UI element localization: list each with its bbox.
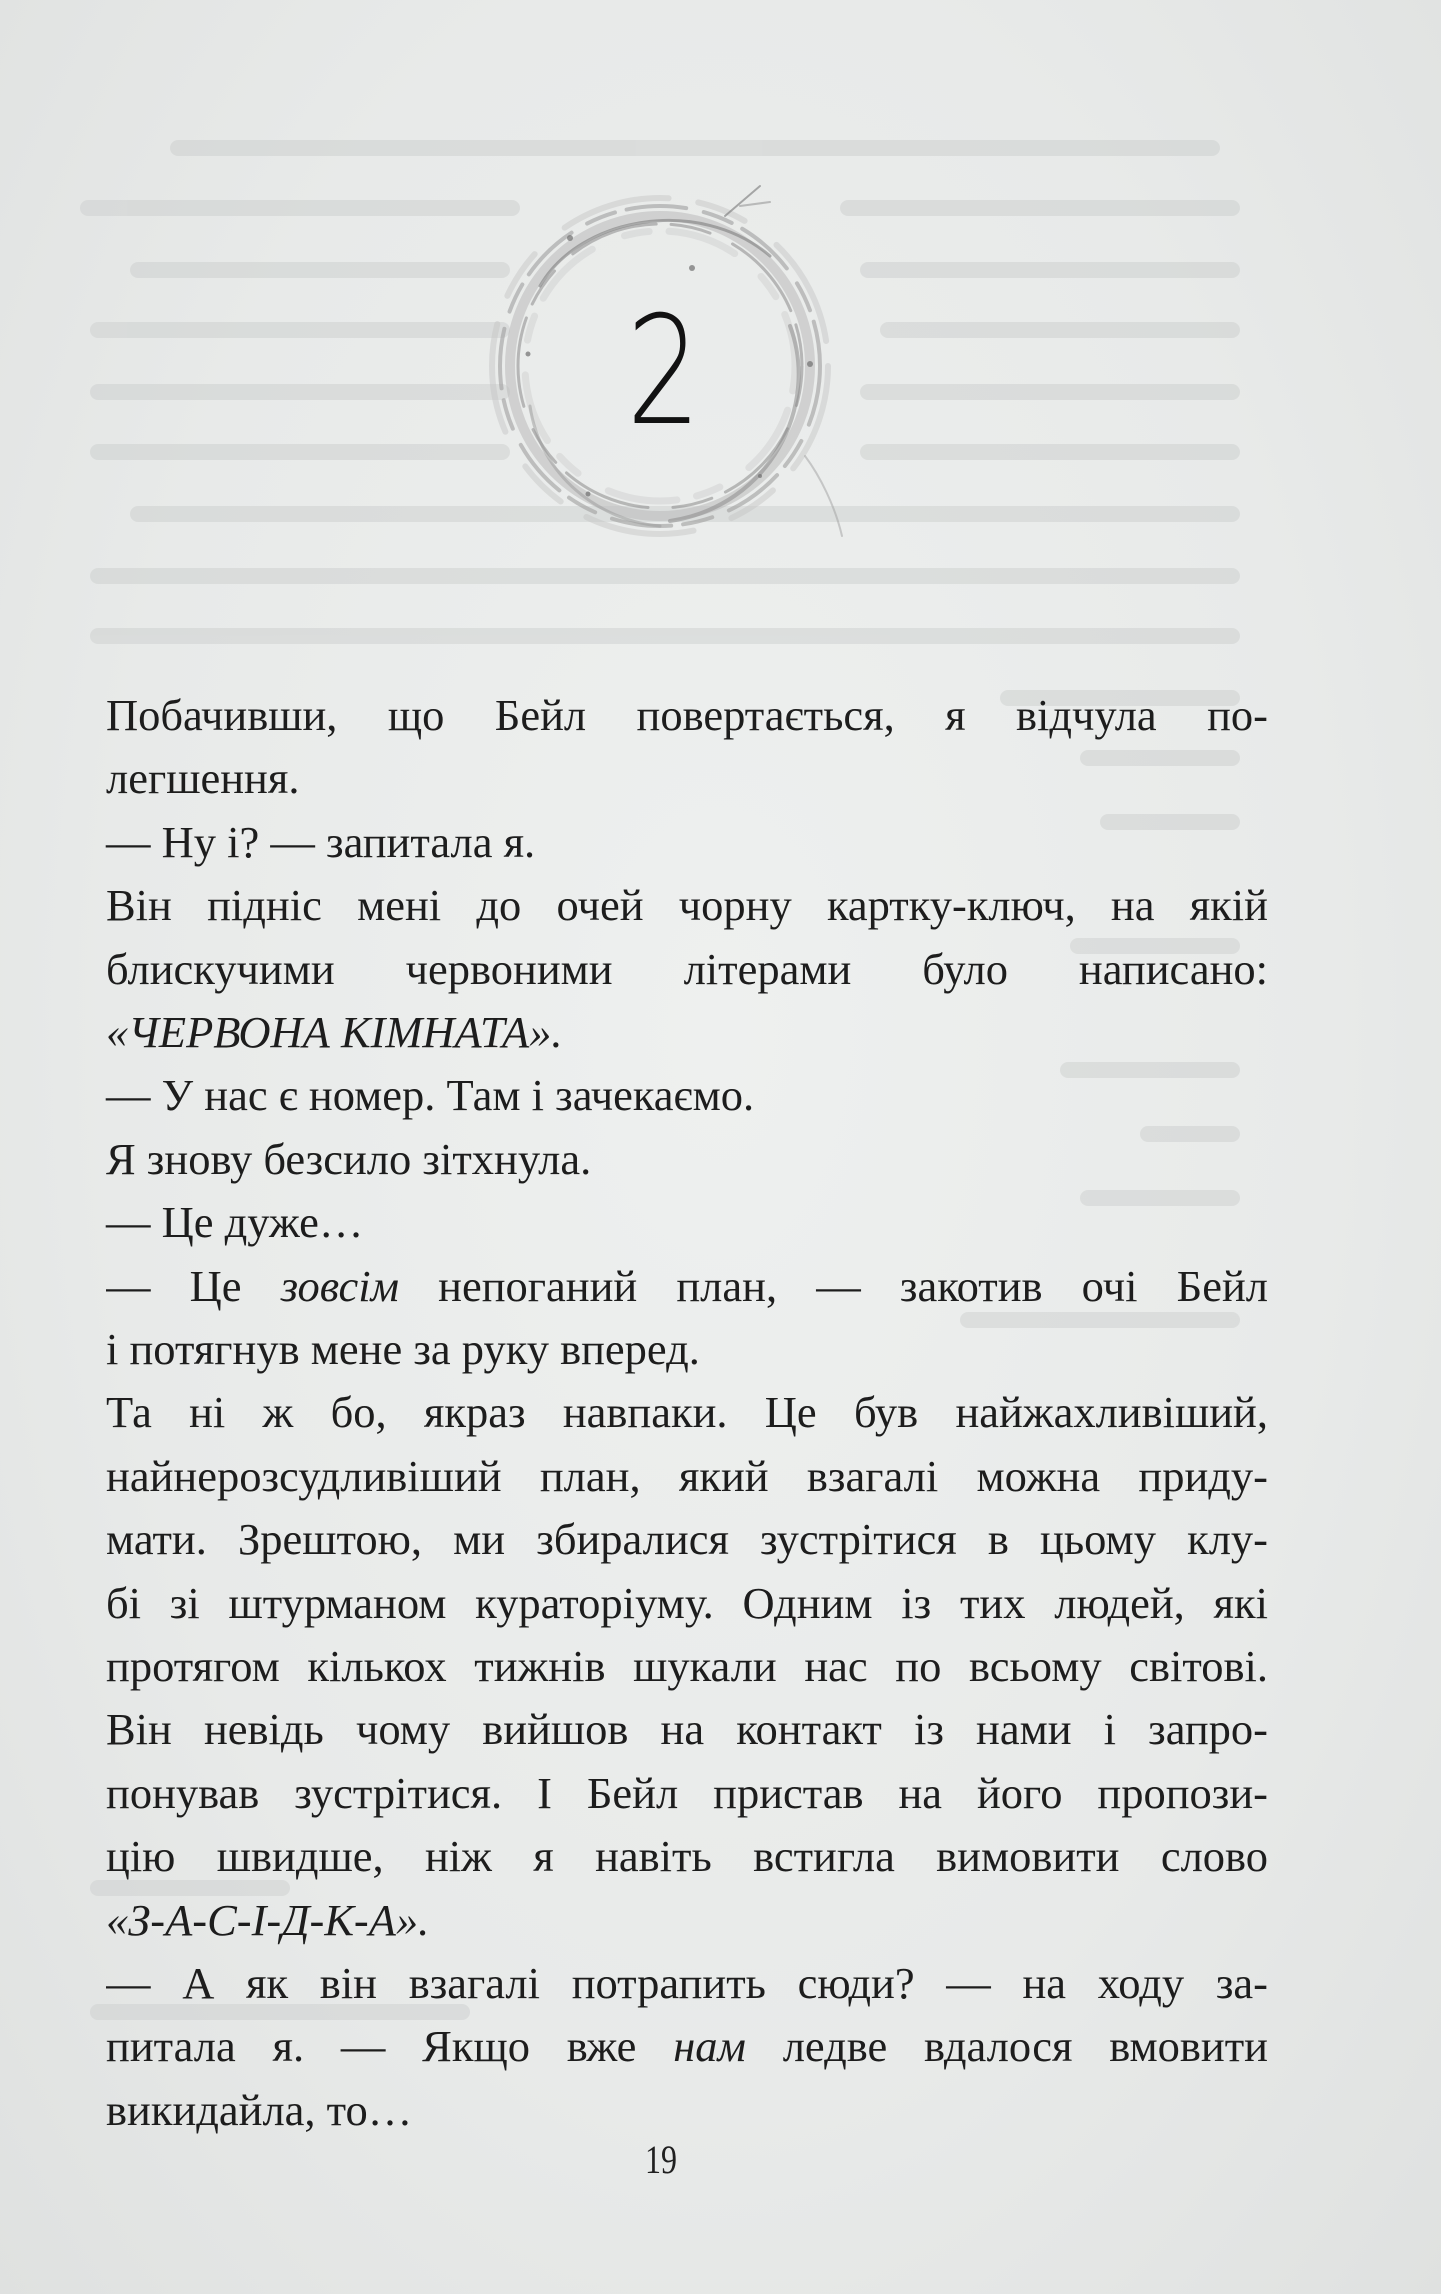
text-line: — Ну і? — запитала я. — [106, 816, 536, 867]
text-line: — Це дуже… — [106, 1197, 364, 1248]
emphasis: нам — [673, 2021, 746, 2072]
text-line: і потягнув мене за руку вперед. — [106, 1324, 700, 1374]
text-line — [106, 2015, 1268, 2078]
text-line: викидайла, то… — [106, 2084, 413, 2135]
page-number: 19 — [645, 2137, 677, 2182]
text-line: цію швидше, ніж я навіть встигла вимовити слово — [106, 1831, 1268, 1882]
text-line: — У нас є номер. Там і зачекаємо. — [106, 1070, 755, 1121]
chapter-number: 2 — [626, 285, 702, 459]
text-line: Я знову безсило зітхнула. — [106, 1133, 592, 1184]
text-line: бі зі штурманом кураторіуму. Одним із тих людей, які — [106, 1577, 1268, 1628]
emphasis: зовсім — [280, 1260, 399, 1311]
emphasis: «ЧЕРВОНА КІМНАТА». — [106, 1006, 563, 1057]
text-line — [106, 1001, 1268, 1064]
text-line: — А як він взагалі потрапить сюди? — на ходу за- — [106, 1957, 1268, 2008]
text-line — [106, 1255, 1268, 1318]
text-segment: — Це — [106, 1260, 281, 1311]
emphasis: «З-А-С-І-Д-К-А». — [106, 1894, 430, 1945]
text-line: Побачивши, що Бейл повертається, я відчула по- — [106, 690, 1268, 740]
text-line: Він підніс мені до очей чорну картку-ключ, на якій — [106, 880, 1268, 931]
text-line — [106, 1889, 1268, 1952]
text-line: найнерозсудливіший план, який взагалі можна приду- — [106, 1450, 1268, 1501]
text-line: блискучими червоними літерами було написано: — [106, 943, 1268, 994]
text-line: Він невідь чому вийшов на контакт із нами і запро- — [106, 1704, 1268, 1755]
text-segment: питала я. — Якщо вже — [106, 2021, 674, 2072]
text-line: Та ні ж бо, якраз навпаки. Це був найжахливіший, — [106, 1387, 1268, 1438]
text-line: понував зустрітися. І Бейл пристав на його пропози- — [106, 1767, 1268, 1818]
text-segment: ледве вдалося вмовити — [745, 2021, 1268, 2072]
text-line: мати. Зрештою, ми збиралися зустрітися в цьому клу- — [106, 1514, 1268, 1565]
text-line: легшення. — [106, 753, 300, 804]
text-line: протягом кількох тижнів шукали нас по всьому світові. — [106, 1640, 1268, 1691]
text-segment: непоганий план, — закотив очі Бейл — [398, 1260, 1268, 1311]
chapter-body — [106, 684, 1268, 2142]
